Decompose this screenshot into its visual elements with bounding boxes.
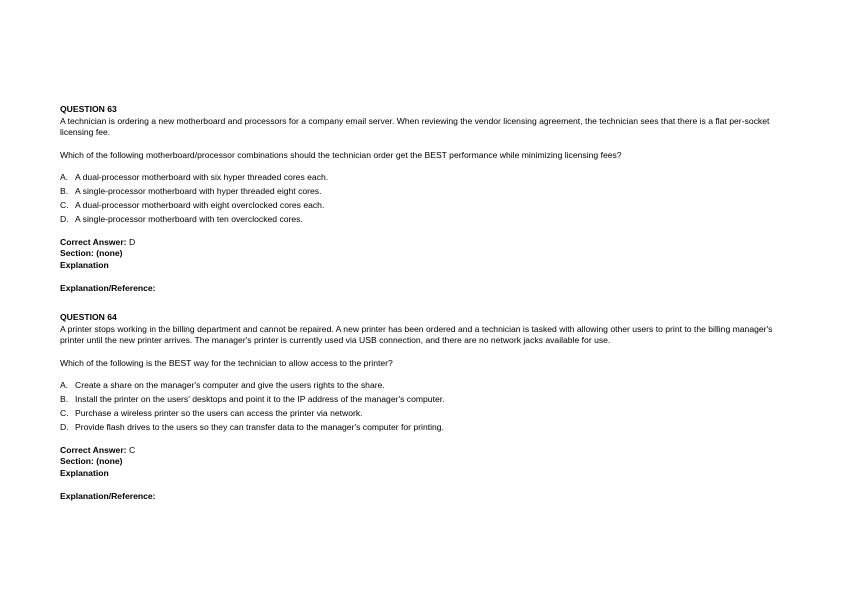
answer-block [60,445,782,503]
question-text: A printer stops working in the billing department and cannot be repaired. A new printer has been ordered and a technician is tasked with allowing other users to print to the billing manager's printer until the new printer arrives. The manager's printer is currently used via USB connection, and there are no network jacks available for use. [60,323,773,345]
correct-answer-label: Correct Answer: [60,236,127,247]
option-letter: C. [60,200,69,210]
explanation-label: Explanation [60,259,109,270]
option-c [60,408,782,420]
option-letter: D. [60,214,69,224]
answer-block [60,237,782,295]
section-line: Section: (none) [60,456,123,466]
question-text: A technician is ordering a new motherboard and processors for a company email server. When reviewing the vendor licensing agreement, the technician sees that there is a flat per-socket licensing fee. [60,115,770,137]
reference-label: Explanation/Reference: [60,490,156,501]
question-block [60,312,782,502]
option-letter: A. [60,172,69,182]
option-text: Provide flash drives to the users so they can transfer data to the manager's computer for printing. [75,422,444,432]
option-text: A single-processor motherboard with ten overclocked cores. [75,214,303,224]
option-text: Purchase a wireless printer so the users can access the printer via network. [75,408,363,418]
answer-options [60,380,782,434]
option-d [60,214,782,226]
option-letter: C. [60,408,69,418]
reference-label: Explanation/Reference: [60,282,156,293]
correct-answer-line [60,237,782,249]
answer-options [60,172,782,226]
question-block [60,104,782,294]
option-text: A dual-processor motherboard with six hyper threaded cores each. [75,172,329,182]
option-text: Create a share on the manager's computer and give the users rights to the share. [75,380,385,390]
option-text: A single-processor motherboard with hyper threaded eight cores. [75,186,322,196]
correct-answer-value: C [128,444,136,455]
option-letter: A. [60,380,69,390]
option-text: A dual-processor motherboard with eight overclocked cores each. [75,200,325,210]
correct-answer-label: Correct Answer: [60,444,127,455]
correct-answer-value: D [128,236,136,247]
correct-answer-line [60,445,782,457]
question-title: QUESTION 64 [60,312,117,322]
option-a [60,380,782,392]
question-prompt: Which of the following is the BEST way for the technician to allow access to the printer? [60,357,393,368]
document-page [60,104,782,502]
option-d [60,422,782,434]
option-letter: D. [60,422,69,432]
section-line: Section: (none) [60,248,123,258]
explanation-label: Explanation [60,467,109,478]
option-text: Install the printer on the users' desktops and point it to the IP address of the manager's computer. [75,394,445,404]
question-title: QUESTION 63 [60,104,117,114]
option-letter: B. [60,394,69,404]
option-a [60,172,782,184]
option-b [60,186,782,198]
option-letter: B. [60,186,69,196]
option-c [60,200,782,212]
question-prompt: Which of the following motherboard/processor combinations should the technician order get the BEST performance while minimizing licensing fees? [60,149,622,160]
option-b [60,394,782,406]
